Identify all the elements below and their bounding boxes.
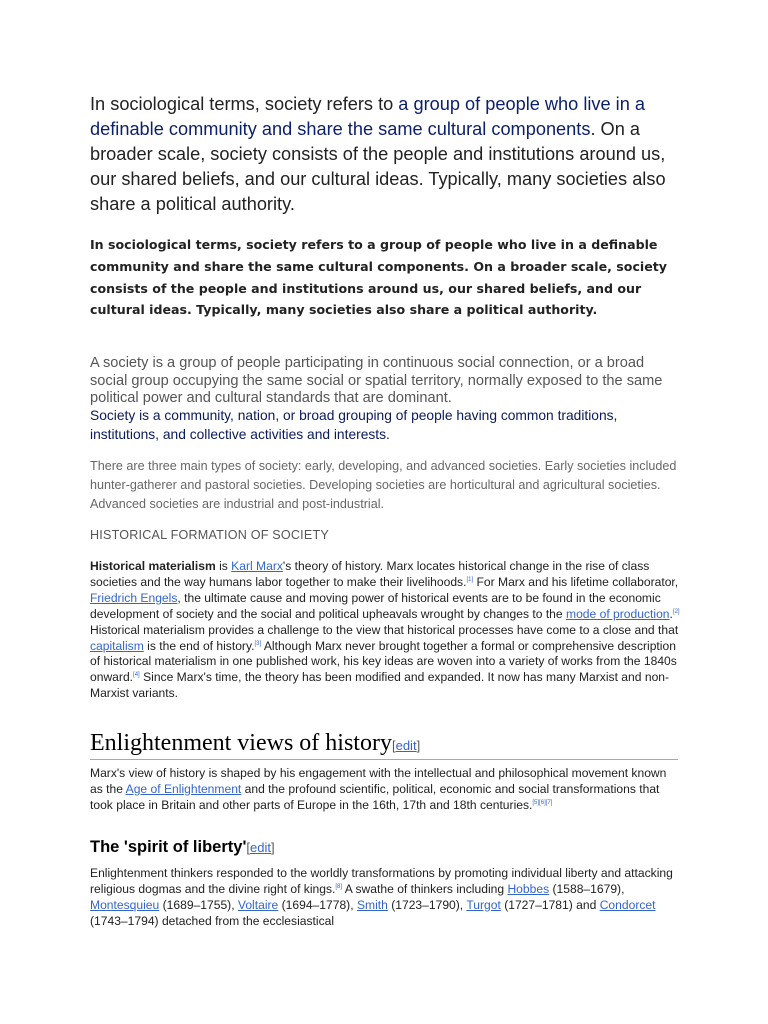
link-karl-marx[interactable]: Karl Marx [231,559,283,573]
enlightenment-heading [90,730,678,760]
enlightenment-paragraph [90,766,680,814]
reference-5-6-7[interactable]: [5][6][7] [532,799,553,806]
link-hobbes[interactable]: Hobbes [507,881,550,896]
reference-4[interactable]: [4] [133,672,140,679]
bracket: [ [391,738,396,753]
edit-section [246,840,274,855]
text-run: For Marx and his lifetime collaborator, [473,574,679,589]
bracket: ] [416,738,421,753]
society-community-paragraph: Society is a community, nation, or broad grouping of people having common traditions, institutions, and collective activities and interests. [90,408,618,442]
text-run: (1743–1794) detached from the ecclesiastical [90,913,335,928]
bold-paragraph: In sociological terms, society refers to a group of people who live in a definable community and share the same cultural components. On a broader scale, society consists of the people and institutions around us, our shared beliefs, and our cultural ideas. Typically, many societies also share a political authority. [90,237,668,318]
text-run: (1689–1755), [159,897,238,912]
society-definition-paragraph: A society is a group of people participating in continuous social connection, or a broad social group occupying the same social or spatial territory, normally exposed to the same political power and cultural standards that are dominant. [90,355,663,406]
historical-materialism-paragraph [90,559,680,702]
text-run: . [669,606,673,621]
text-run: (1727–1781) and [500,897,600,912]
text-run: Since Marx's time, the theory has been modified and expanded. It now has many Marxist and non-Marxist variants. [90,670,670,701]
bracket: ] [270,840,275,855]
text-run: Historical materialism provides a challenge to the view that historical processes have come to a close and that [90,622,679,637]
intro-text-end: . On a broader scale, society consists of the people and institutions around us, our shared beliefs, and our cultural ideas. Typically, many societies also share a political authority. [90,119,666,214]
link-mode-of-production[interactable]: mode of production [566,606,670,621]
text-run: Although Marx never brought together a formal or comprehensive description of historical materialism in one published work, his key ideas are woven into a variety of works from the 1840s onward. [90,638,677,685]
society-types-paragraph: There are three main types of society: early, developing, and advanced societies. Early societies included hunter-gatherer and pastoral societies. Developing societies are horticultural and agricultural societies. Advanced societies are industrial and post-industrial. [90,459,677,511]
text-run: (1723–1790), [387,897,467,912]
liberty-paragraph [90,866,680,930]
text-run: Enlightenment thinkers responded to the worldly transformations by promoting individual liberty and attacking religious dogmas and the divine right of kings. [90,866,673,896]
reference-8[interactable]: [8] [335,883,343,890]
heading-title: The 'spirit of liberty' [90,838,247,856]
reference-3[interactable]: [3] [254,640,262,647]
intro-text: In sociological terms, society refers to [90,94,399,114]
text-run: (1588–1679), [549,881,625,896]
spirit-of-liberty-heading [90,838,275,857]
link-capitalism[interactable]: capitalism [90,638,144,653]
text-run: Marx's view of history is shaped by his engagement with the intellectual and philosophical movement known as the [90,766,667,796]
edit-link[interactable]: edit [395,738,417,753]
text-run: , the ultimate cause and moving power of historical events are to be found in the economic development of society and the social and political upheavals wrought by changes to the [90,590,661,621]
edit-section [392,738,420,753]
term-bold: Historical materialism [90,559,216,573]
text-run: (1694–1778), [278,897,357,912]
text-run: A swathe of thinkers including [342,881,508,896]
link-age-of-enlightenment[interactable]: Age of Enlightenment [125,781,242,796]
intro-highlight: a group of people who live in a definable community and share the same cultural components [90,94,646,139]
reference-1[interactable]: [1] [466,576,474,583]
edit-link[interactable]: edit [250,840,271,855]
intro-paragraph [90,92,680,217]
text-run: is [215,559,232,573]
heading-title: Enlightenment views of history [90,730,392,756]
link-smith[interactable]: Smith [356,897,388,912]
bracket: [ [246,840,250,855]
text-run: is the end of history. [143,638,255,653]
link-montesquieu[interactable]: Montesquieu [90,897,160,912]
text-run: 's theory of history. Marx locates historical change in the rise of class societies and the way humans labor together to make their livelihoods. [90,559,650,589]
reference-2[interactable]: [2] [672,608,680,615]
section-heading: HISTORICAL FORMATION OF SOCIETY [90,528,329,542]
link-friedrich-engels[interactable]: Friedrich Engels [90,590,178,605]
link-turgot[interactable]: Turgot [466,897,501,912]
link-voltaire[interactable]: Voltaire [237,897,279,912]
text-run: and the profound scientific, political, economic and social transformations that took place in Britain and other parts of Europe in the 16th, 17th and 18th centuries. [90,781,660,812]
link-condorcet[interactable]: Condorcet [599,897,656,912]
